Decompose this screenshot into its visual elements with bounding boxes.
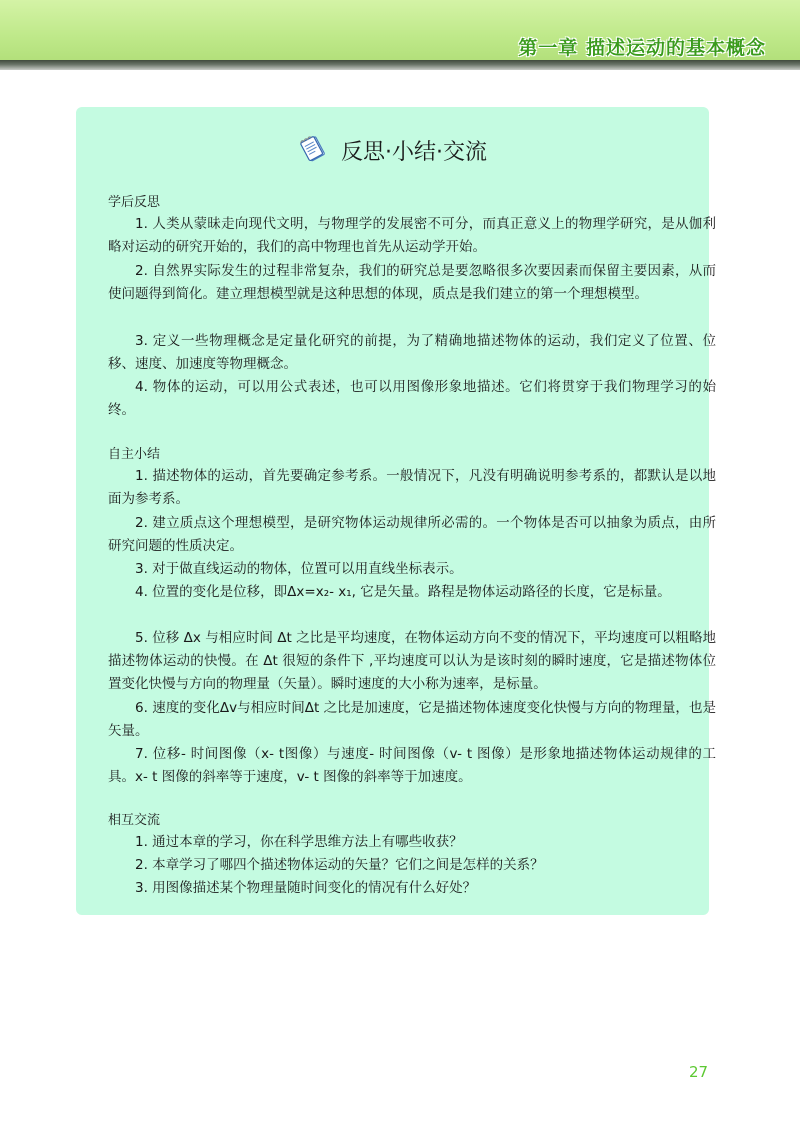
chapter-title: 第一章 描述运动的基本概念 <box>518 37 766 59</box>
section-label-reflection: 学后反思 <box>108 195 161 210</box>
summary-paragraph-6: 6. 速度的变化Δv与相应时间Δt 之比是加速度，它是描述物体速度变化快慢与方向的物理量，也是矢量。 <box>108 700 716 739</box>
reflection-paragraph-1: 1. 人类从蒙昧走向现代文明，与物理学的发展密不可分，而真正意义上的物理学研究，是从伽利略对运动的研究开始的，我们的高中物理也首先从运动学开始。 <box>108 216 716 255</box>
header-divider <box>0 60 800 70</box>
summary-panel <box>76 107 716 915</box>
reflection-paragraph-3: 3. 定义一些物理概念是定量化研究的前提，为了精确地描述物体的运动，我们定义了位置、位移、速度、加速度等物理概念。 <box>108 333 716 372</box>
summary-paragraph-1: 1. 描述物体的运动，首先要确定参考系。一般情况下，凡没有明确说明参考系的，都默认是以地面为参考系。 <box>108 468 716 507</box>
reflection-paragraph-2: 2. 自然界实际发生的过程非常复杂，我们的研究总是要忽略很多次要因素而保留主要因素，从而使问题得到简化。建立理想模型就是这种思想的体现，质点是我们建立的第一个理想模型。 <box>108 263 716 302</box>
summary-paragraph-2: 2. 建立质点这个理想模型，是研究物体运动规律所必需的。一个物体是否可以抽象为质点，由所研究问题的性质决定。 <box>108 515 716 554</box>
section-label-self-summary: 自主小结 <box>108 447 161 462</box>
reflection-paragraph-4: 4. 物体的运动，可以用公式表述，也可以用图像形象地描述。它们将贯穿于我们物理学习的始终。 <box>108 379 716 418</box>
notepad-icon <box>298 134 328 164</box>
panel-heading <box>76 135 709 166</box>
exchange-question-1: 1. 通过本章的学习，你在科学思维方法上有哪些收获？ <box>135 834 463 850</box>
summary-paragraph-5: 5. 位移 Δx 与相应时间 Δt 之比是平均速度，在物体运动方向不变的情况下，平均速度可以粗略地描述物体运动的快慢。在 Δt 很短的条件下 ,平均速度可以认为是该时刻的瞬时速度，它是描述物体位置变化快慢与方向的物理量（矢量）。瞬时速度的大小称为速率，是标量。 <box>108 630 716 692</box>
summary-paragraph-3: 3. 对于做直线运动的物体，位置可以用直线坐标表示。 <box>135 561 463 577</box>
exchange-question-3: 3. 用图像描述某个物理量随时间变化的情况有什么好处？ <box>135 880 477 896</box>
summary-paragraph-4: 4. 位置的变化是位移，即Δx=x₂- x₁, 它是矢量。路程是物体运动路径的长度，它是标量。 <box>135 584 671 600</box>
summary-paragraph-7: 7. 位移- 时间图像（x- t图像）与速度- 时间图像（v- t 图像）是形象地描述物体运动规律的工具。x- t 图像的斜率等于速度，v- t 图像的斜率等于加速度。 <box>108 746 716 785</box>
exchange-question-2: 2. 本章学习了哪四个描述物体运动的矢量？它们之间是怎样的关系？ <box>135 857 544 873</box>
panel-title: 反思·小结·交流 <box>341 140 488 165</box>
page-number: 27 <box>689 1063 709 1081</box>
section-label-exchange: 相互交流 <box>108 813 161 828</box>
